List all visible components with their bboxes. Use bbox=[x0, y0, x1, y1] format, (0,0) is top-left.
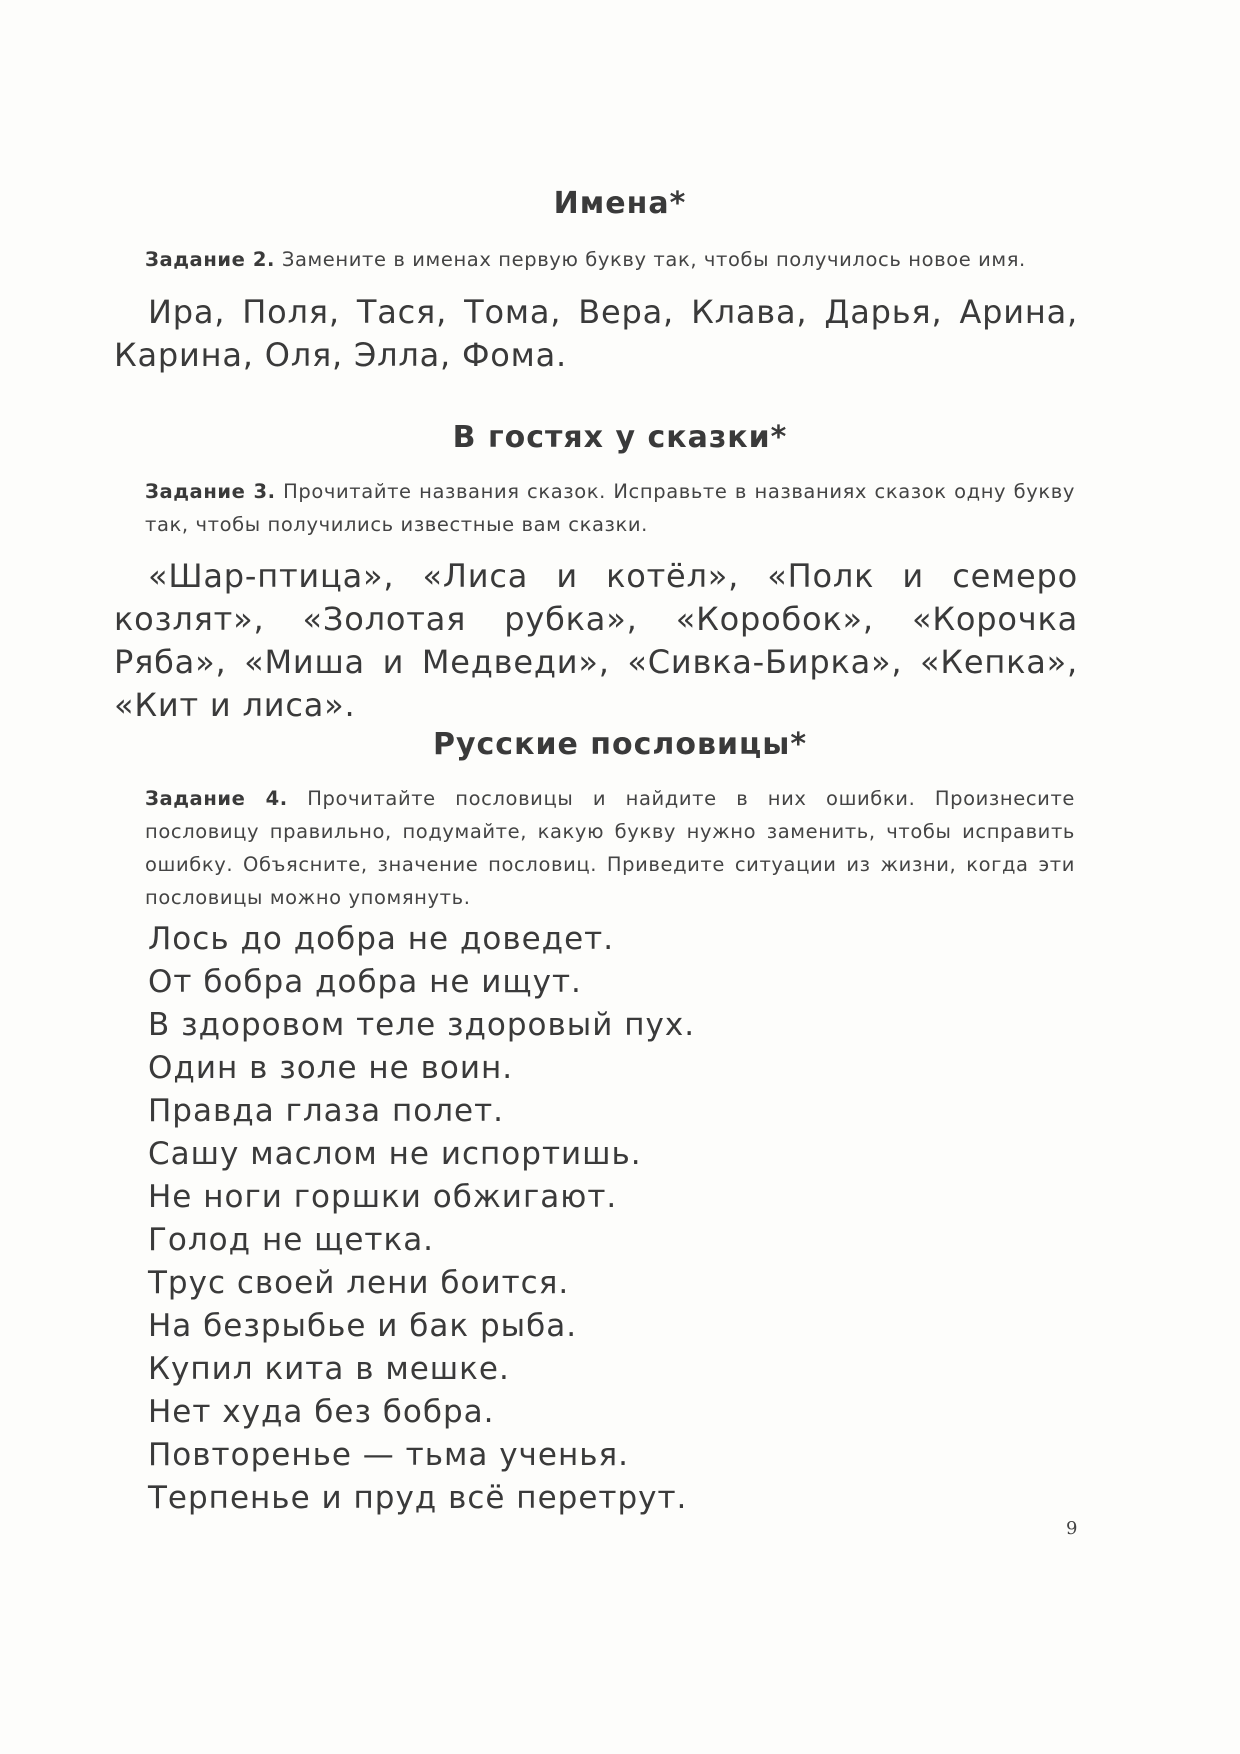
task-2-label: Задание 2. bbox=[145, 248, 276, 271]
proverb-item: Не ноги горшки обжигают. bbox=[148, 1179, 618, 1215]
proverb-item: Голод не щетка. bbox=[148, 1222, 435, 1258]
task-4-text: Прочитайте пословицы и найдите в них ошибки. Произнесите пословицу правильно, подумайте, какую букву нужно заменить, чтобы исправить ошибку. Объясните, значение пословиц. Приведите ситуации из жизни, когда эти пословицы можно упомянуть. bbox=[145, 787, 1075, 909]
proverb-item: Трус своей лени боится. bbox=[148, 1265, 570, 1301]
fairy-tales-content: «Шар-птица», «Лиса и котёл», «Полк и семеро козлят», «Золотая рубка», «Коробок», «Корочка Ряба», «Миша и Медведи», «Сивка-Бирка», «Кепка», «Кит и лиса». bbox=[114, 557, 1078, 724]
task-2-instructions bbox=[145, 243, 1075, 276]
names-line-2: Карина, Оля, Элла, Фома. bbox=[114, 336, 567, 374]
proverb-item: Сашу маслом не испортишь. bbox=[148, 1136, 642, 1172]
task-3-label: Задание 3. bbox=[145, 480, 276, 503]
task-4-instructions bbox=[145, 782, 1075, 914]
section-title-proverbs: Русские пословицы* bbox=[432, 727, 808, 762]
task-2-text: Замените в именах первую букву так, чтобы получилось новое имя. bbox=[275, 248, 1026, 271]
page-number: 9 bbox=[1066, 1518, 1078, 1539]
section-title-fairy-tales: В гостях у сказки* bbox=[452, 420, 788, 455]
proverb-item: В здоровом теле здоровый пух. bbox=[148, 1007, 696, 1043]
proverb-item: Один в золе не воин. bbox=[148, 1050, 514, 1086]
names-list bbox=[114, 291, 1078, 377]
section-title-names: Имена* bbox=[553, 186, 687, 221]
proverb-item: От бобра добра не ищут. bbox=[148, 964, 582, 1000]
names-line-1: Ира, Поля, Тася, Тома, Вера, Клава, Дарья, Арина, bbox=[148, 293, 1078, 331]
proverb-item: Лось до добра не доведет. bbox=[148, 921, 615, 957]
proverb-item: На безрыбье и бак рыба. bbox=[148, 1308, 578, 1344]
proverb-item: Терпенье и пруд всё перетрут. bbox=[148, 1480, 688, 1516]
task-3-instructions bbox=[145, 475, 1075, 541]
proverbs-list bbox=[148, 918, 695, 1520]
task-3-text: Прочитайте названия сказок. Исправьте в названиях сказок одну букву так, чтобы получились известные вам сказки. bbox=[145, 480, 1075, 536]
proverb-item: Нет худа без бобра. bbox=[148, 1394, 495, 1430]
proverb-item: Правда глаза полет. bbox=[148, 1093, 505, 1129]
proverb-item: Купил кита в мешке. bbox=[148, 1351, 510, 1387]
task-4-label: Задание 4. bbox=[145, 787, 288, 810]
fairy-tales-text bbox=[114, 555, 1078, 727]
proverb-item: Повторенье — тьма ученья. bbox=[148, 1437, 629, 1473]
